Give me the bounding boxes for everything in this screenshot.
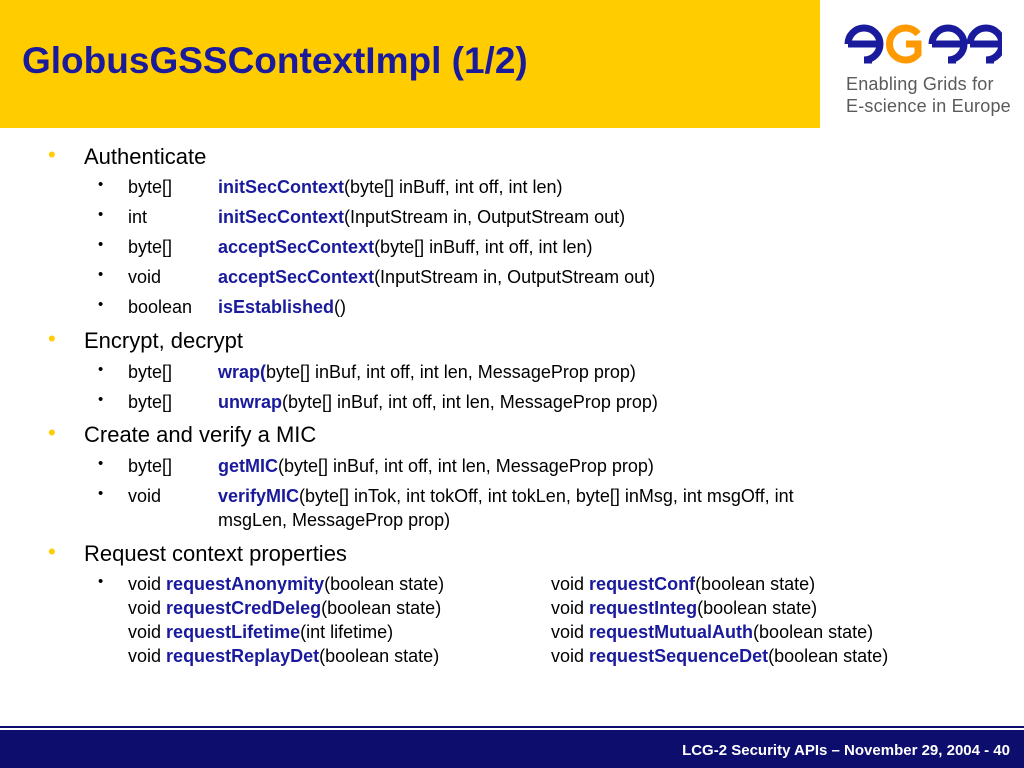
logo-tagline-1: Enabling Grids for: [846, 74, 994, 94]
return-type: void: [128, 622, 162, 642]
list-item: [128, 646, 439, 667]
list-item: [128, 622, 393, 643]
method-name: initSecContext: [218, 207, 345, 227]
egee-wordmark-icon: [842, 18, 1002, 70]
sub-bullet-icon: •: [98, 361, 104, 378]
return-type: void: [128, 598, 162, 618]
section-heading: Authenticate: [84, 144, 207, 169]
return-type: void: [128, 574, 162, 594]
method-args: (boolean state): [695, 574, 816, 594]
method-args: (boolean state): [753, 622, 874, 642]
list-item: [551, 574, 815, 595]
method-name: requestReplayDet: [166, 646, 320, 666]
method-name: requestLifetime: [166, 622, 301, 642]
return-type: void: [551, 622, 585, 642]
section-heading: Encrypt, decrypt: [84, 328, 243, 353]
return-type: void: [128, 646, 162, 666]
method-args-continuation: msgLen, MessageProp prop): [218, 510, 451, 530]
return-type: int: [128, 207, 148, 227]
sub-bullet-icon: •: [98, 391, 104, 408]
egee-logo: [820, 0, 1024, 128]
method-args: (int lifetime): [300, 622, 394, 642]
list-item: [551, 622, 873, 643]
list-item: [128, 598, 441, 619]
return-type: boolean: [128, 297, 193, 317]
list-item: [551, 598, 817, 619]
method-name: requestInteg: [589, 598, 698, 618]
method-name: getMIC: [218, 456, 278, 476]
method-name: acceptSecContext: [218, 267, 375, 287]
method-name: verifyMIC: [218, 486, 300, 506]
method-name: isEstablished: [218, 297, 335, 317]
method-name: requestSequenceDet: [589, 646, 769, 666]
return-type: byte[]: [128, 177, 173, 197]
method-args: (byte[] inBuff, int off, int len): [344, 177, 563, 197]
method-args: (boolean state): [768, 646, 889, 666]
list-item: [551, 646, 888, 667]
sub-bullet-icon: •: [98, 296, 104, 313]
method-name: requestAnonymity: [166, 574, 325, 594]
method-args: (): [334, 297, 347, 317]
section-heading: Create and verify a MIC: [84, 422, 317, 447]
method-args: (boolean state): [321, 598, 442, 618]
method-args: (byte[] inBuf, int off, int len, MessageProp prop): [282, 392, 658, 412]
page-title: GlobusGSSContextImpl (1/2): [22, 40, 528, 81]
sub-bullet-icon: •: [98, 485, 104, 502]
section-heading: Request context properties: [84, 541, 347, 566]
return-type: byte[]: [128, 456, 173, 476]
return-type: void: [551, 646, 585, 666]
return-type: void: [551, 574, 585, 594]
list-item: [128, 574, 444, 595]
method-name: wrap(: [218, 362, 267, 382]
method-name: requestMutualAuth: [589, 622, 754, 642]
bullet-icon: •: [48, 142, 56, 167]
method-args: (boolean state): [324, 574, 445, 594]
method-args: (InputStream in, OutputStream out): [344, 207, 626, 227]
method-args: (boolean state): [319, 646, 440, 666]
sub-bullet-icon: •: [98, 206, 104, 223]
bullet-icon: •: [48, 539, 56, 564]
method-args: (byte[] inTok, int tokOff, int tokLen, byte[] inMsg, int msgOff, int: [299, 486, 794, 506]
method-args: (boolean state): [697, 598, 818, 618]
sub-bullet-icon: •: [98, 176, 104, 193]
return-type: void: [128, 486, 162, 506]
sub-bullet-icon: •: [98, 573, 104, 590]
method-args: (byte[] inBuf, int off, int len, MessageProp prop): [278, 456, 654, 476]
sub-bullet-icon: •: [98, 236, 104, 253]
method-name: requestConf: [589, 574, 696, 594]
header-band: [0, 0, 820, 128]
footer-bar: [0, 730, 1024, 768]
return-type: byte[]: [128, 392, 173, 412]
method-args: byte[] inBuf, int off, int len, MessageProp prop): [266, 362, 636, 382]
footer-rule: [0, 726, 1024, 728]
sub-bullet-icon: •: [98, 455, 104, 472]
sub-bullet-icon: •: [98, 266, 104, 283]
bullet-icon: •: [48, 326, 56, 351]
return-type: byte[]: [128, 362, 173, 382]
logo-tagline-2: E-science in Europe: [846, 96, 1011, 116]
return-type: byte[]: [128, 237, 173, 257]
method-args: (byte[] inBuff, int off, int len): [374, 237, 593, 257]
method-name: requestCredDeleg: [166, 598, 322, 618]
footer-text: LCG-2 Security APIs – November 29, 2004 - 40: [682, 742, 1010, 759]
method-name: acceptSecContext: [218, 237, 375, 257]
return-type: void: [128, 267, 162, 287]
method-name: unwrap: [218, 392, 283, 412]
method-name: initSecContext: [218, 177, 345, 197]
bullet-icon: •: [48, 420, 56, 445]
method-args: (InputStream in, OutputStream out): [374, 267, 656, 287]
return-type: void: [551, 598, 585, 618]
